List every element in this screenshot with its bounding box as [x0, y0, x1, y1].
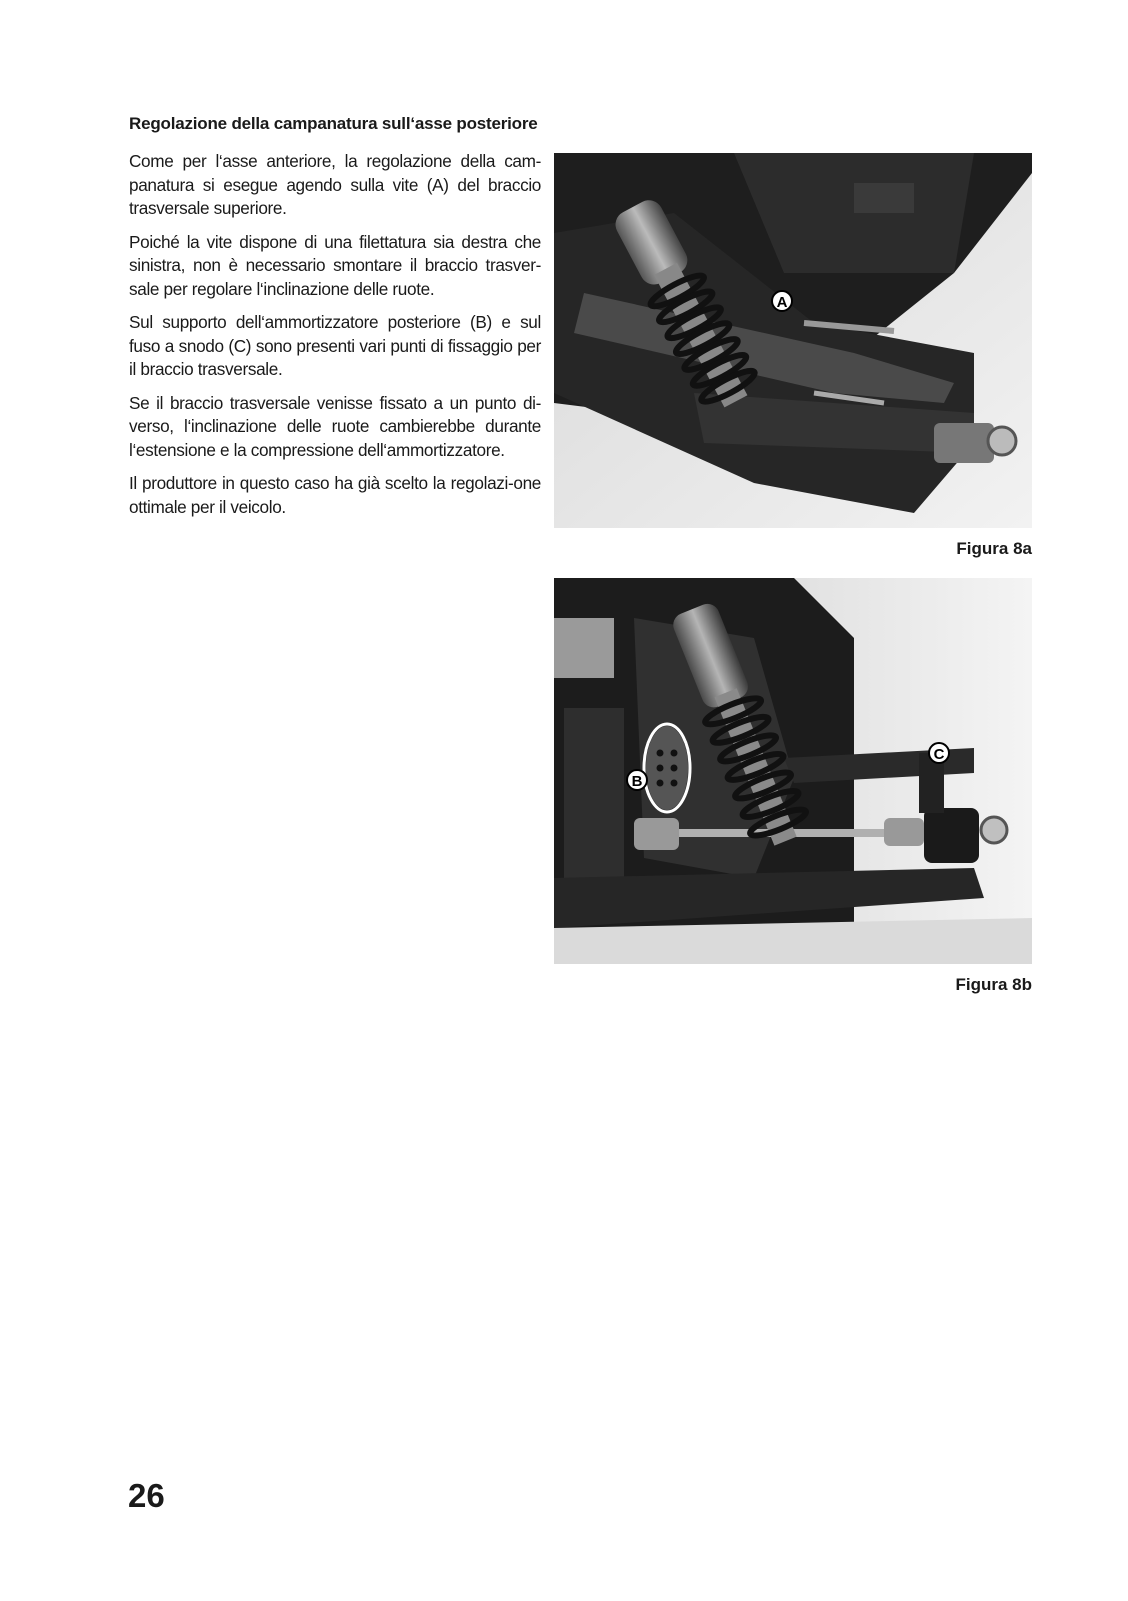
- rc-chassis-mount-points-photo: [554, 578, 1032, 964]
- paragraph: Se il braccio trasversale venisse fissato a un punto di-verso, l‘inclinazione delle ruote cambierebbe durante l‘estensione e la compressione dell‘ammortizzatore.: [129, 392, 541, 460]
- callout-b: [627, 770, 647, 790]
- paragraph: Come per l‘asse anteriore, la regolazione della cam-panatura si esegue agendo sulla vite (A) del braccio trasversale superiore.: [129, 151, 541, 218]
- figure-8b-caption: Figura 8b: [955, 975, 1032, 994]
- figure-8a-photo: [554, 153, 1032, 528]
- page-number: 26: [128, 1477, 165, 1514]
- callout-c-label: C: [933, 746, 945, 763]
- section-heading: Regolazione della campanatura sull‘asse posteriore: [129, 114, 538, 133]
- callout-c: [929, 743, 949, 763]
- figure-8a-caption: Figura 8a: [956, 539, 1032, 558]
- body-text: [129, 150, 541, 529]
- paragraph: Sul supporto dell‘ammortizzatore posteriore (B) e sul fuso a snodo (C) sono presenti vari punti di fissaggio per il braccio trasversale.: [129, 312, 541, 379]
- figure-8b-photo: [554, 578, 1032, 964]
- callout-b-label: B: [631, 773, 643, 790]
- callout-a-label: A: [776, 294, 788, 311]
- rc-chassis-rear-shock-photo: [554, 153, 1032, 528]
- paragraph: Poiché la vite dispone di una filettatura sia destra che sinistra, non è necessario smontare il braccio trasver-sale per regolare l‘inclinazione delle ruote.: [129, 231, 541, 299]
- paragraph: Il produttore in questo caso ha già scelto la regolazi-one ottimale per il veicolo.: [129, 473, 541, 517]
- callout-a: [772, 291, 792, 311]
